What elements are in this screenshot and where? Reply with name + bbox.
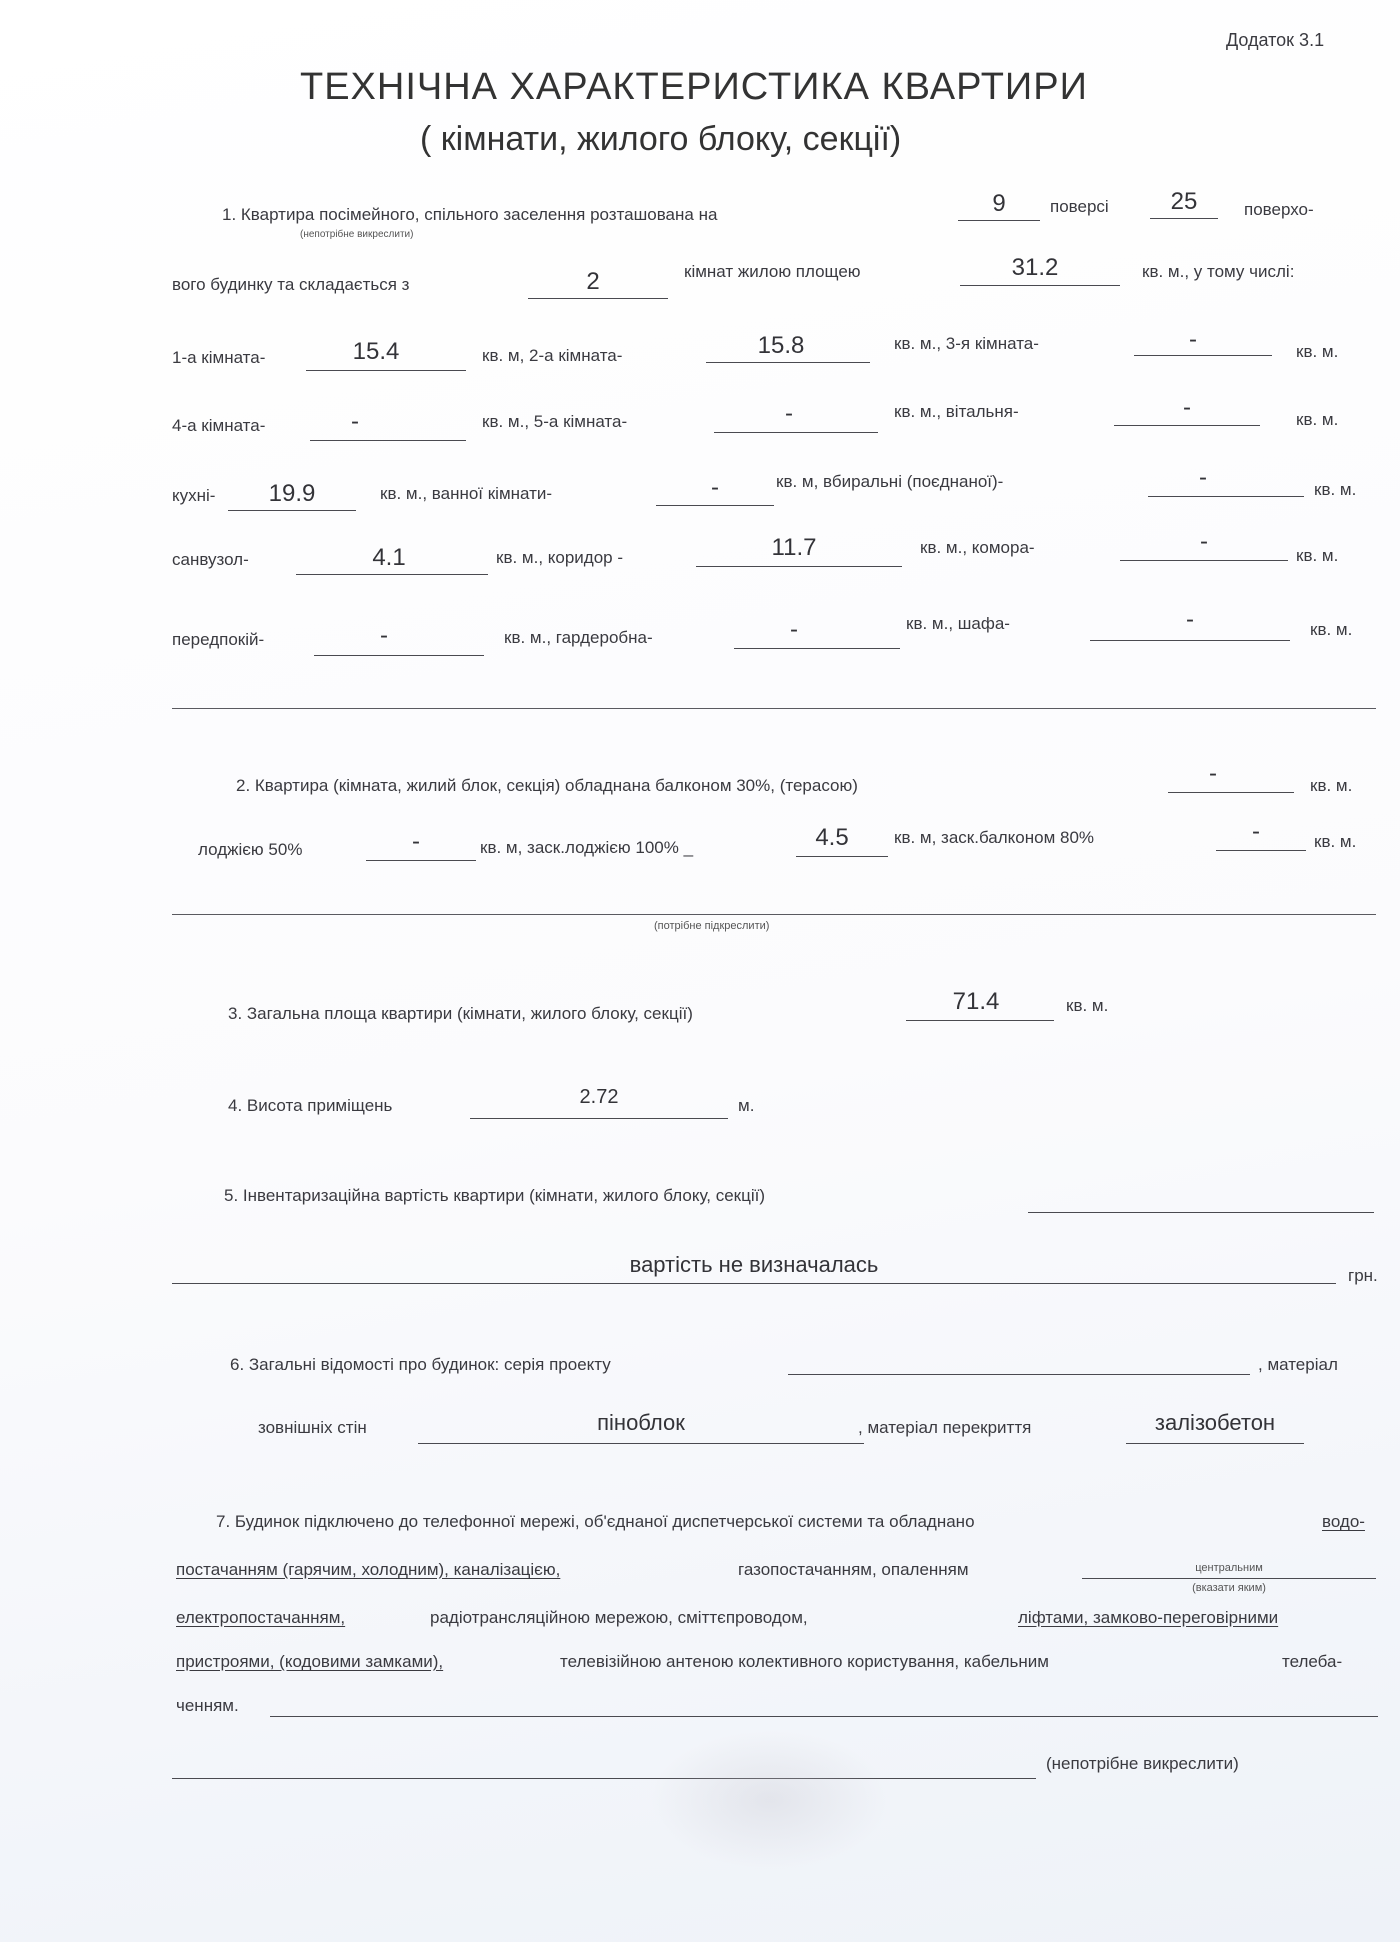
rooms-line: [528, 298, 668, 299]
room5-value: -: [785, 400, 793, 427]
s1-line2-b: кімнат жилою площею: [684, 262, 861, 281]
loggia-label: лоджією 50%: [198, 840, 303, 859]
floors-total-line: [1150, 218, 1218, 219]
glazed-balcony-value: -: [1252, 818, 1260, 845]
kitchen-label: кухні-: [172, 486, 216, 505]
s5-label: 5. Інвентаризаційна вартість квартири (кімнати, жилого блоку, секції): [224, 1186, 765, 1205]
s7-line4-mid: телевізійною антеною колективного користування, кабельним: [560, 1652, 1049, 1671]
toilet-unit: кв. м.: [1314, 480, 1357, 499]
living-area-line: [960, 285, 1120, 286]
floors-material-line: [1126, 1443, 1304, 1444]
heating-hint: (вказати яким): [1192, 1582, 1266, 1594]
closet-unit: кв. м.: [1310, 620, 1353, 639]
s7-line1-end: водо-: [1322, 1512, 1365, 1531]
room4-value: -: [351, 408, 359, 435]
floor-line: [958, 220, 1040, 221]
kitchen-line: [228, 510, 356, 511]
heating-value: центральним: [1195, 1562, 1263, 1574]
glazed-loggia-label: кв. м, заск.лоджією 100% _: [480, 838, 694, 857]
s7-line4-end: телеба-: [1282, 1652, 1343, 1671]
room1-line: [306, 370, 466, 371]
floors-label: поверхо-: [1244, 200, 1314, 219]
glazed-loggia-value: 4.5: [815, 824, 849, 851]
terrace-unit: кв. м.: [1310, 776, 1353, 795]
height-value: 2.72: [579, 1086, 619, 1108]
material-label: , матеріал: [1258, 1355, 1338, 1374]
inventory-value: вартість не визначалась: [629, 1252, 879, 1277]
series-line: [788, 1374, 1250, 1375]
room3-line: [1134, 355, 1272, 356]
walls-value: піноблок: [597, 1410, 685, 1435]
terrace-value: -: [1209, 760, 1217, 787]
closet-label: кв. м., шафа-: [906, 614, 1010, 633]
glazed-balcony-unit: кв. м.: [1314, 832, 1357, 851]
s7-footnote: (непотрібне викреслити): [1046, 1754, 1239, 1773]
s7-line2-mid: газопостачанням, опаленням: [738, 1560, 969, 1579]
glazed-balcony-line: [1216, 850, 1306, 851]
lounge-value: -: [1183, 394, 1191, 421]
room3-value: -: [1189, 326, 1197, 353]
wardrobe-value: -: [790, 616, 798, 643]
heating-line: [1082, 1578, 1376, 1579]
storage-line: [1120, 560, 1288, 561]
room4-line: [310, 440, 466, 441]
s5-line2: [172, 1283, 1336, 1284]
loggia-value: -: [412, 828, 420, 855]
appendix-label: Додаток 3.1: [1226, 30, 1325, 50]
height-unit: м.: [738, 1096, 755, 1115]
room2-value: 15.8: [757, 332, 805, 359]
s7-line3-start: електропостачанням,: [176, 1608, 346, 1627]
s1-line2-c: кв. м., у тому числі:: [1142, 262, 1295, 281]
wardrobe-label: кв. м., гардеробна-: [504, 628, 653, 647]
room3-unit: кв. м.: [1296, 342, 1339, 361]
inventory-currency: грн.: [1348, 1266, 1378, 1285]
s6-label: 6. Загальні відомості про будинок: серія проекту: [230, 1355, 611, 1374]
wc-line: [296, 574, 488, 575]
floor-label: поверсі: [1050, 197, 1109, 216]
s1-divider: [172, 708, 1376, 709]
loggia-line: [366, 860, 476, 861]
storage-label: кв. м., комора-: [920, 538, 1035, 557]
glazed-balcony-label: кв. м, заск.балконом 80%: [894, 828, 1095, 847]
glazed-loggia-line: [796, 856, 888, 857]
s7-line5: ченням.: [176, 1696, 239, 1715]
lounge-unit: кв. м.: [1296, 410, 1339, 429]
lounge-label: кв. м., вітальня-: [894, 402, 1019, 421]
storage-value: -: [1200, 528, 1208, 555]
total-area-unit: кв. м.: [1066, 996, 1109, 1015]
floors-material-label: , матеріал перекриття: [858, 1418, 1032, 1437]
walls-line: [418, 1443, 864, 1444]
corridor-value: 11.7: [771, 534, 817, 561]
floors-material-value: залізобетон: [1154, 1410, 1276, 1435]
page-subtitle: ( кімнати, жилого блоку, секції): [420, 120, 902, 158]
height-line: [470, 1118, 728, 1119]
toilet-value: -: [1199, 464, 1207, 491]
wc-value: 4.1: [372, 544, 406, 571]
bath-label: кв. м., ванної кімнати-: [380, 484, 553, 503]
floors-total-value: 25: [1170, 188, 1198, 215]
room4-label: 4-а кімната-: [172, 416, 266, 435]
closet-line: [1090, 640, 1290, 641]
storage-unit: кв. м.: [1296, 546, 1339, 565]
hall-value: -: [380, 622, 388, 649]
s1-intro: 1. Квартира посімейного, спільного заселення розташована на: [222, 205, 718, 224]
wc-label: санвузол-: [172, 550, 249, 569]
s7-line3-end: ліфтами, замково-переговірними: [1018, 1608, 1279, 1627]
living-area-value: 31.2: [1011, 254, 1059, 281]
lounge-line: [1114, 425, 1260, 426]
s2-note: (потрібне підкреслити): [654, 920, 770, 932]
hall-line: [314, 655, 484, 656]
total-area-value: 71.4: [952, 988, 1000, 1015]
s7-line3-mid: радіотрансляційною мережою, сміттєпроводом,: [430, 1608, 808, 1627]
stamp-smudge: [650, 1730, 890, 1870]
s7-footer-rule: [172, 1778, 1036, 1779]
toilet-label: кв. м, вбиральні (поєднаної)-: [776, 472, 1004, 491]
s2-line1: 2. Квартира (кімната, жилий блок, секція) обладнана балконом 30%, (терасою): [236, 776, 858, 795]
room3-label: кв. м., 3-я кімната-: [894, 334, 1039, 353]
s7-line5-rule: [270, 1716, 1378, 1717]
rooms-value: 2: [586, 268, 600, 295]
room5-label: кв. м., 5-а кімната-: [482, 412, 628, 431]
s2-divider: [172, 914, 1376, 915]
kitchen-value: 19.9: [268, 480, 316, 507]
room2-line: [706, 362, 870, 363]
hall-label: передпокій-: [172, 630, 265, 649]
floor-value: 9: [992, 190, 1006, 217]
wardrobe-line: [734, 648, 900, 649]
corridor-line: [696, 566, 902, 567]
corridor-label: кв. м., коридор -: [496, 548, 624, 567]
room1-label: 1-а кімната-: [172, 348, 266, 367]
room1-value: 15.4: [352, 338, 400, 365]
bath-line: [656, 505, 774, 506]
s5-line1: [1028, 1212, 1374, 1213]
s1-line2-a: вого будинку та складається з: [172, 275, 410, 294]
room2-label: кв. м, 2-а кімната-: [482, 346, 623, 365]
s7-line4-start: пристроями, (кодовими замками),: [176, 1652, 444, 1671]
total-area-line: [906, 1020, 1054, 1021]
bath-value: -: [711, 474, 719, 501]
walls-label: зовнішніх стін: [258, 1418, 367, 1437]
s7-line1: 7. Будинок підключено до телефонної мережі, об'єднаної диспетчерської системи та обладнано: [216, 1512, 975, 1531]
page-title: ТЕХНІЧНА ХАРАКТЕРИСТИКА КВАРТИРИ: [300, 66, 1088, 108]
room5-line: [714, 432, 878, 433]
s7-line2-start: постачанням (гарячим, холодним), каналізацією,: [176, 1560, 561, 1579]
s4-label: 4. Висота приміщень: [228, 1096, 393, 1115]
terrace-line: [1168, 792, 1294, 793]
toilet-line: [1148, 496, 1304, 497]
s3-label: 3. Загальна площа квартири (кімнати, жилого блоку, секції): [228, 1004, 693, 1023]
s1-sublabel: (непотрібне викреслити): [300, 229, 414, 240]
closet-value: -: [1186, 606, 1194, 633]
